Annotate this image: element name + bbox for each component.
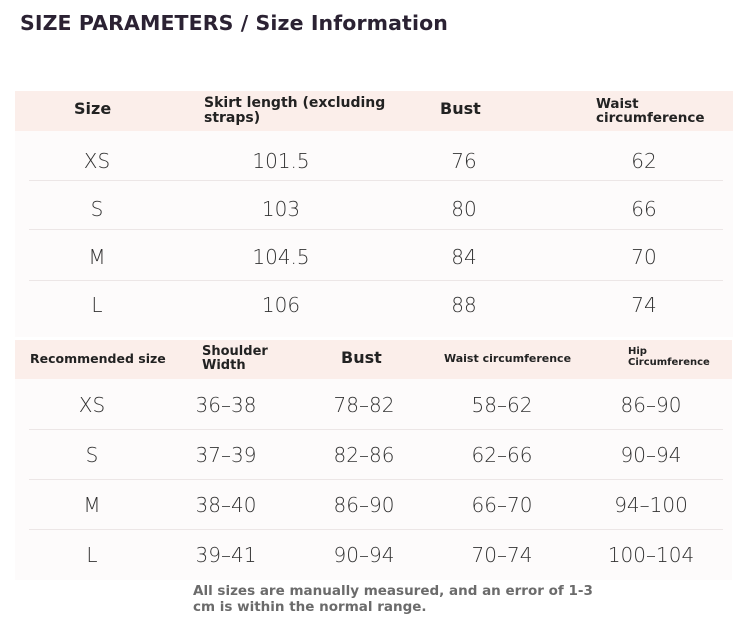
header-hip-circumference: Hip Circumference	[628, 346, 710, 368]
header-bust: Bust	[341, 348, 382, 367]
row-divider	[29, 280, 723, 281]
table-cell: 70	[631, 245, 657, 269]
row-divider	[29, 479, 723, 480]
table-cell: 82–86	[333, 443, 395, 467]
table-cell: L	[91, 293, 103, 317]
row-divider	[29, 180, 723, 181]
table-cell: S	[90, 197, 104, 221]
header-size: Size	[74, 99, 112, 118]
row-divider	[29, 429, 723, 430]
size-table-garment	[15, 91, 733, 337]
table-cell: 94–100	[614, 493, 688, 517]
table-cell: M	[83, 493, 101, 517]
measurement-note: All sizes are manually measured, and an error of 1-3 cm is within the normal range.	[193, 583, 593, 615]
table-cell: 66	[631, 197, 657, 221]
table-cell: M	[88, 245, 106, 269]
table-cell: 86–90	[333, 493, 395, 517]
table-cell: 90–94	[620, 443, 682, 467]
table-cell: 88	[451, 293, 477, 317]
row-divider	[29, 229, 723, 230]
table-cell: 106	[261, 293, 301, 317]
table-cell: 70–74	[471, 543, 533, 567]
table-cell: 84	[451, 245, 477, 269]
table-cell: 100–104	[607, 543, 695, 567]
table-cell: 76	[451, 149, 477, 173]
table-cell: XS	[83, 149, 111, 173]
table-cell: XS	[78, 393, 106, 417]
row-divider	[29, 529, 723, 530]
table-cell: 37–39	[195, 443, 257, 467]
table-cell: 39–41	[195, 543, 257, 567]
table-cell: L	[86, 543, 98, 567]
table-cell: 62	[631, 149, 657, 173]
table-header	[15, 340, 732, 379]
table-cell: 74	[631, 293, 657, 317]
size-table-recommended	[15, 340, 732, 580]
table-cell: 104.5	[252, 245, 310, 269]
table-cell: 101.5	[252, 149, 310, 173]
header-recommended-size: Recommended size	[30, 351, 166, 366]
table-cell: 103	[261, 197, 301, 221]
table-cell: 58–62	[471, 393, 533, 417]
header-bust: Bust	[440, 99, 481, 118]
header-skirt-length: Skirt length (excluding straps)	[204, 95, 386, 126]
table-cell: 86–90	[620, 393, 682, 417]
header-waist-circumference: Waist circumference	[444, 352, 572, 365]
table-cell: 78–82	[333, 393, 395, 417]
table-cell: S	[85, 443, 99, 467]
table-cell: 90–94	[333, 543, 395, 567]
page-title: SIZE PARAMETERS / Size Information	[20, 11, 448, 35]
table-cell: 38–40	[195, 493, 257, 517]
table-cell: 36–38	[195, 393, 257, 417]
table-header	[15, 91, 733, 131]
table-cell: 62–66	[471, 443, 533, 467]
header-waist: Waist circumference	[596, 96, 705, 127]
header-shoulder-width: Shoulder Width	[202, 344, 268, 373]
table-cell: 66–70	[471, 493, 533, 517]
table-cell: 80	[451, 197, 477, 221]
